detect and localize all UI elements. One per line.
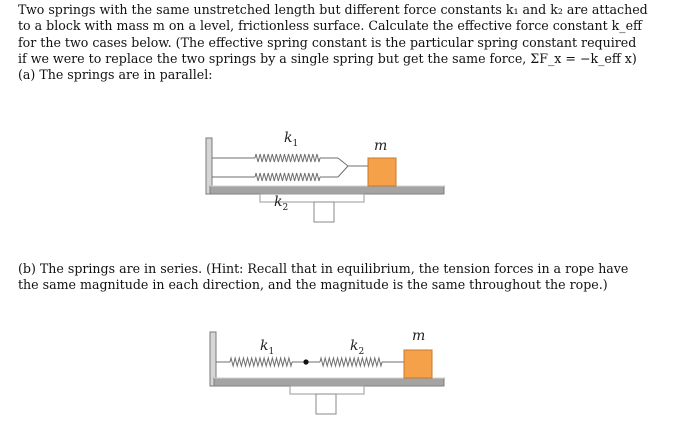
spring-1-coils — [230, 358, 292, 366]
spring-coil — [320, 358, 382, 366]
mass-label: m — [412, 328, 426, 344]
spring-coil — [255, 154, 320, 162]
problem-statement — [18, 2, 658, 83]
parallel-springs-diagram — [200, 128, 460, 232]
spring-2-coils — [320, 358, 382, 366]
rail-support — [290, 386, 364, 394]
support-post — [316, 394, 336, 414]
parallel-spring-coils — [255, 154, 320, 181]
junction-point — [303, 359, 308, 364]
problem-line: for the two cases below. (The effective spring constant is the particular spring constant required — [18, 34, 637, 50]
track-rail — [214, 378, 444, 386]
mass-block — [368, 158, 396, 186]
problem-line: to a block with mass m on a level, frictionless surface. Calculate the effective force constant k_eff — [18, 18, 642, 34]
spring-1-label: $k_1$ — [260, 338, 275, 357]
part-b-statement — [18, 261, 658, 294]
support-post — [314, 202, 334, 222]
problem-line: Two springs with the same unstretched length but different force constants k₁ and k₂ are attached — [18, 2, 648, 17]
mass-label: m — [374, 138, 388, 154]
parallel-springs-figure — [200, 128, 460, 232]
part-b-line: the same magnitude in each direction, and the magnitude is the same throughout the rope.) — [18, 277, 608, 293]
spring-fork — [338, 158, 348, 177]
spring-coil — [255, 173, 320, 181]
part-b-line: (b) The springs are in series. (Hint: Recall that in equilibrium, the tension forces in a rope have — [18, 261, 629, 276]
part-a-heading: (a) The springs are in parallel: — [18, 67, 213, 83]
problem-line: if we were to replace the two springs by a single spring but get the same force, ΣF_x = −k_eff x) — [18, 50, 637, 66]
series-springs-figure — [200, 322, 460, 426]
mass-block — [404, 350, 432, 378]
spring-coil — [230, 358, 292, 366]
track-rail — [210, 186, 444, 194]
spring-1-label: $k_1$ — [284, 130, 299, 149]
spring-2-label: $k_2$ — [350, 338, 365, 357]
spring-2-label: $k_2$ — [274, 194, 289, 213]
